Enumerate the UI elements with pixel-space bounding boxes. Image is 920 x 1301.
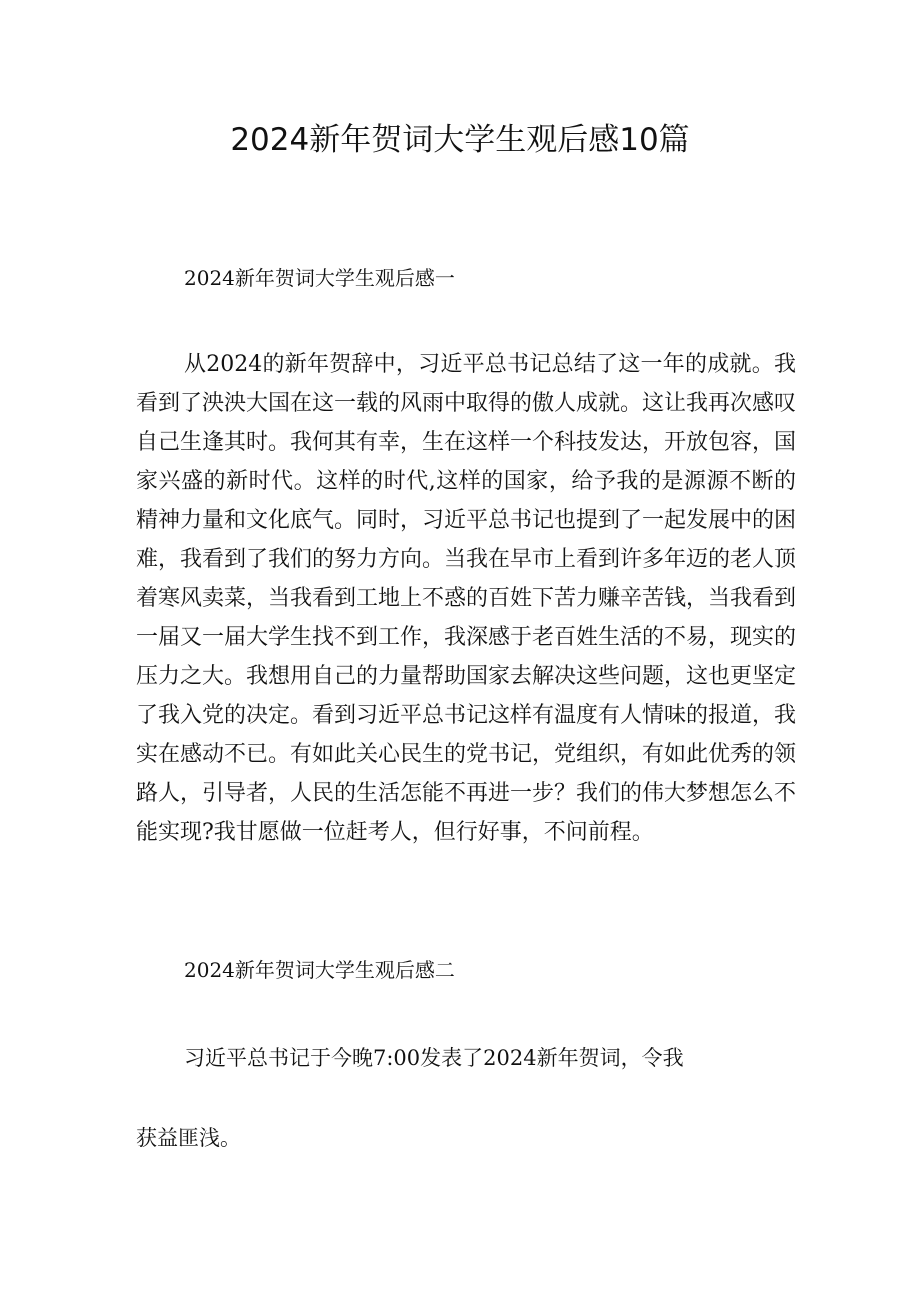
section-paragraph-2-line-1: 习近平总书记于今晚7:00发表了2024新年贺词，令我 bbox=[184, 1046, 684, 1070]
section-heading-2: 2024新年贺词大学生观后感二 bbox=[184, 958, 455, 982]
section-paragraph-1: 从2024的新年贺辞中，习近平总书记总结了这一年的成就。我看到了泱泱大国在这一载的风雨中取得的傲人成就。这让我再次感叹自己生逢其时。我何其有幸，生在这样一个科技发达，开放包容，国家兴盛的新时代。这样的时代,这样的国家，给予我的是源源不断的精神力量和文化底气。同时，习近平总书记也提到了一起发展中的困难，我看到了我们的努力方向。当我在早市上看到许多年迈的老人顶着寒风卖菜，当我看到工地上不惑的百姓下苦力赚辛苦钱，当我看到一届又一届大学生找不到工作，我深感于老百姓生活的不易，现实的压力之大。我想用自己的力量帮助国家去解决这些问题，这也更坚定了我入党的决定。看到习近平总书记这样有温度有人情味的报道，我实在感动不已。有如此关心民生的党书记，党组织，有如此优秀的领路人，引导者，人民的生活怎能不再进一步？我们的伟大梦想怎么不能实现?我甘愿做一位赶考人，但行好事，不问前程。 bbox=[136, 352, 797, 845]
section-heading-1: 2024新年贺词大学生观后感一 bbox=[184, 266, 455, 290]
section-paragraph-2-line-2: 获益匪浅。 bbox=[136, 1126, 241, 1150]
document-title: 2024新年贺词大学生观后感10篇 bbox=[230, 122, 690, 158]
